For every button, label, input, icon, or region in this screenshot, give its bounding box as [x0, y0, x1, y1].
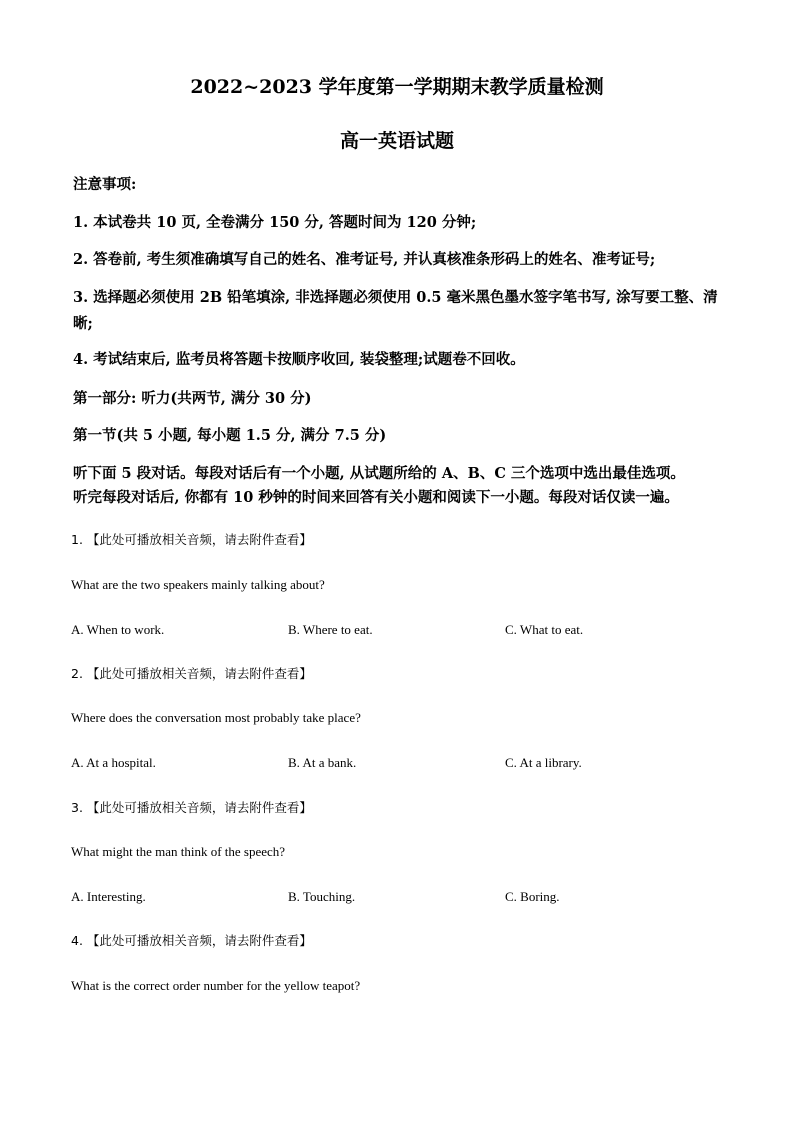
notice-heading: 注意事项: — [73, 176, 137, 193]
section-instruction-line-2: 听完每段对话后, 你都有 10 秒钟的时间来回答有关小题和阅读下一小题。每段对话仅读一遍。 — [73, 489, 679, 506]
question-1-option-b: B. Where to eat. — [288, 622, 373, 637]
question-2-option-a: A. At a hospital. — [71, 755, 156, 770]
question-2-option-c: C. At a library. — [505, 755, 582, 770]
question-3-audio-note: 3. 【此处可播放相关音频，请去附件查看】 — [71, 800, 312, 815]
question-3-option-c: C. Boring. — [505, 889, 560, 904]
question-2-audio-note: 2. 【此处可播放相关音频，请去附件查看】 — [71, 666, 312, 681]
question-1-option-c: C. What to eat. — [505, 622, 584, 637]
question-4-text: What is the correct order number for the yellow teapot? — [71, 978, 361, 993]
question-1-option-a: A. When to work. — [71, 622, 165, 637]
notice-item-2: 2. 答卷前, 考生须准确填写自己的姓名、准考证号, 并认真核准条形码上的姓名、准考证号; — [73, 251, 656, 268]
question-2-option-b: B. At a bank. — [288, 755, 357, 770]
question-3-option-b: B. Touching. — [288, 889, 356, 904]
question-3-option-a: A. Interesting. — [71, 889, 146, 904]
notice-item-3: 3. 选择题必须使用 2B 铅笔填涂, 非选择题必须使用 0.5 毫米黑色墨水签字笔书写, 涂写要工整、清晰; — [73, 289, 718, 332]
exam-subtitle: 高一英语试题 — [339, 130, 454, 152]
question-3-text: What might the man think of the speech? — [71, 844, 286, 859]
notice-item-1: 1. 本试卷共 10 页, 全卷满分 150 分, 答题时间为 120 分钟; — [73, 214, 477, 231]
question-1-text: What are the two speakers mainly talking about? — [71, 577, 325, 592]
question-1-audio-note: 1. 【此处可播放相关音频，请去附件查看】 — [71, 532, 312, 547]
section-part-heading: 第一部分: 听力(共两节, 满分 30 分) — [73, 390, 312, 407]
notice-item-4: 4. 考试结束后, 监考员将答题卡按顺序收回, 装袋整理;试题卷不回收。 — [73, 351, 525, 368]
section-sub-heading: 第一节(共 5 小题, 每小题 1.5 分, 满分 7.5 分) — [73, 427, 387, 444]
section-instruction-line-1: 听下面 5 段对话。每段对话后有一个小题, 从试题所给的 A、B、C 三个选项中选出最佳选项。 — [73, 465, 685, 482]
exam-title: 2022~2023 学年度第一学期期末教学质量检测 — [190, 76, 604, 98]
question-4-audio-note: 4. 【此处可播放相关音频，请去附件查看】 — [71, 933, 312, 948]
question-2-text: Where does the conversation most probably take place? — [71, 710, 361, 725]
